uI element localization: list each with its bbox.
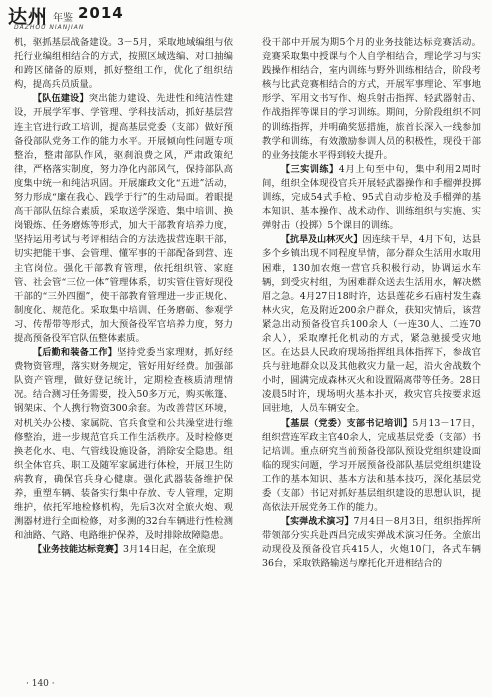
yearbook-subtitle: 年鉴 [53,13,73,24]
paragraph-text: 3月14日起，在全旅现 [123,544,216,556]
paragraph [14,543,233,557]
paragraph [14,346,233,543]
section-heading: 【抗旱及山林灭火】 [281,235,363,246]
paragraph-text: 因连续干旱，4月下旬，达县多个乡镇出现不同程度旱情，部分群众生活用水取用困难，130加农炮一营官兵积极行动，协调运水车辆，到受灾村组，为困难群众送去生活用水，解决燃眉之急。4月27日18时许，达县莲花乡石庙村发生森林火灾，危及附近200余户群众，获知灾情后，该营紧急出动预备役官兵100余人（一连30人、二连70余人），采取摩托化机动的方式，紧急驰援受灾地区。在达县人民政府现场指挥组具体指挥下，参战官兵与驻地群众以及其他救灾力量一起，沿火舍战数个小时，圆满完成森林灭火和设置隔离带等任务。28日凌晨5时许，现场明火基本扑灭，救灾官兵按要求返回驻地，人员车辆安全。 [262,234,481,415]
paragraph [262,515,481,571]
section-heading: 【基层（党委）支部书记培训】 [281,418,413,429]
paragraph [14,92,233,346]
paragraph-text: 坚持党委当家理财，抓好经费物资管理，落实财务规定，管好用好经费。加强部队资产管理，做好登记统计，定期检查核质清理情况。结合测习任务需要，投入50多万元，购买帐篷、钢架床、个人携行物资300余套。为改善营区环境，对机关办公楼、家属院、官兵食堂和公共澡堂进行维修整治，进一步规范官兵工作生活秩序。及时检修更换老化水、电、气管线设施设备，消除安全隐患。组织全体官兵、职工及随军家属进行体检，开展卫生防病教育，确保官兵身心健康。强化武器装备维护保养，重塑车辆、装备实行集中存放、专人管理，定期维护，依托军地检修机构，先后3次对全旅火炮、观测器材进行全面检修，对多测的32台车辆进行性检测和油路、气路、电路维护保养，及时排除故障隐患。 [14,347,233,542]
paragraph-text: 7月4日－8月3日，组织指挥所带领部分实兵赴西昌完成实弹战术演习任务。全旅出动现役及预备役官兵415人，火炮10门，各式车辆36台，采取铁路输送与摩托化开进相结合的 [262,516,481,570]
yearbook-english-title: DAZHOU NIANJIAN [14,24,85,31]
page-header [0,0,492,32]
paragraph-text: 4月上旬至中旬，集中利用2周时间，组织全体现役官兵开展轻武器操作和手榴弹投掷训练，完成54式手枪、95式自动步枪及手榴弹的基本知识、基本操作、战术动作、训练组织与实施、实弹射击（投掷）5个课目的训练。 [262,163,481,232]
page-number: · 140 · [26,679,55,689]
right-column [262,36,481,572]
paragraph-text: 5月13－17日，组织营连军政主官40余人，完成基层党委（支部）书记培训。重点研究当前预备役部队预设党组织建设面临的现实问题，学习开展预备役部队基层党组织建设工作的基本知识、基本方法和基本技巧，深化基层党委（支部）书记对抓好基层组织建设的思想认识，提高依法开展党务工作的能力。 [262,417,481,514]
paragraph [262,163,481,233]
section-heading: 【后勤和装备工作】 [33,348,118,359]
paragraph: 机，驱抓基层战备建设。3－5月，采取地域编组与依托行业编组相结合的方式，按照区域选编、对口抽编和跨区储备的原则，抓好整组工作，优化了组织结构，提高兵员质量。 [14,37,233,91]
yearbook-title: 达州 [8,6,49,28]
yearbook-year: 2014 [78,4,124,22]
left-column [14,36,233,557]
section-heading: 【队伍建设】 [33,94,89,105]
paragraph [262,417,481,516]
paragraph [262,233,481,416]
section-heading: 【实弹战术演习】 [281,517,354,528]
paragraph: 役干部中开展为期5个月的业务技能达标竞赛活动。竞赛采取集中授课与个人自学相结合，理论学习与实践操作相结合，室内训练与野外训练相结合，阶段考核与比武竞赛相结合的方式，开展军事理论、军事地形学、军用文书写作、炮兵射击指挥、轻武器射击、作战指挥等课目的学习训练。期间，分阶段组织不同的训练指挥，并明确奖惩措施，旅首长深入一线参加教学和训练，有效激励参训人员的积极性，现役干部的业务技能水平得到较大提升。 [262,37,481,161]
section-heading: 【业务技能达标竞赛】 [33,545,124,556]
section-heading: 【三实训练】 [281,164,339,175]
paragraph-text: 突出能力建设、先进性和纯洁性建设，开展学军事、学管理、学科技活动，抓好基层营连主官进行政工培训，提高基层党委（支部）做好预备役部队党务工作的能力水平。开展倾向性问题专项整治，整肃部队作风，驱刹浪费之风，严肃政策纪律，严格落实制度，努力净化内部风气，保持部队高度集中统一和纯洁巩固。开展廉政文化“五进”活动，努力形成“廉在我心、践学于行”的生动局面。着眼提高干部队伍综合素质，采取送学深造、集中培训、换岗锻炼、任务磨炼等形式，加大干部教育培养力度，坚持运用考试与考评相结合的方法选拔营连职干部，切实把能干事、会管理、懂军事的干部配备到营、连主官岗位。强化干部教育管理，依托组织管、家庭管、社会管“三位一体”管理体系，切实管住管好现役干部的“三外四圈”，使干部教育管理进一步正规化、制度化、规范化。采取集中培训、任务磨砺、参观学习、传帮带等形式，加大预备役军官培养力度，努力提高预备役军官队伍整体素质。 [14,93,233,344]
